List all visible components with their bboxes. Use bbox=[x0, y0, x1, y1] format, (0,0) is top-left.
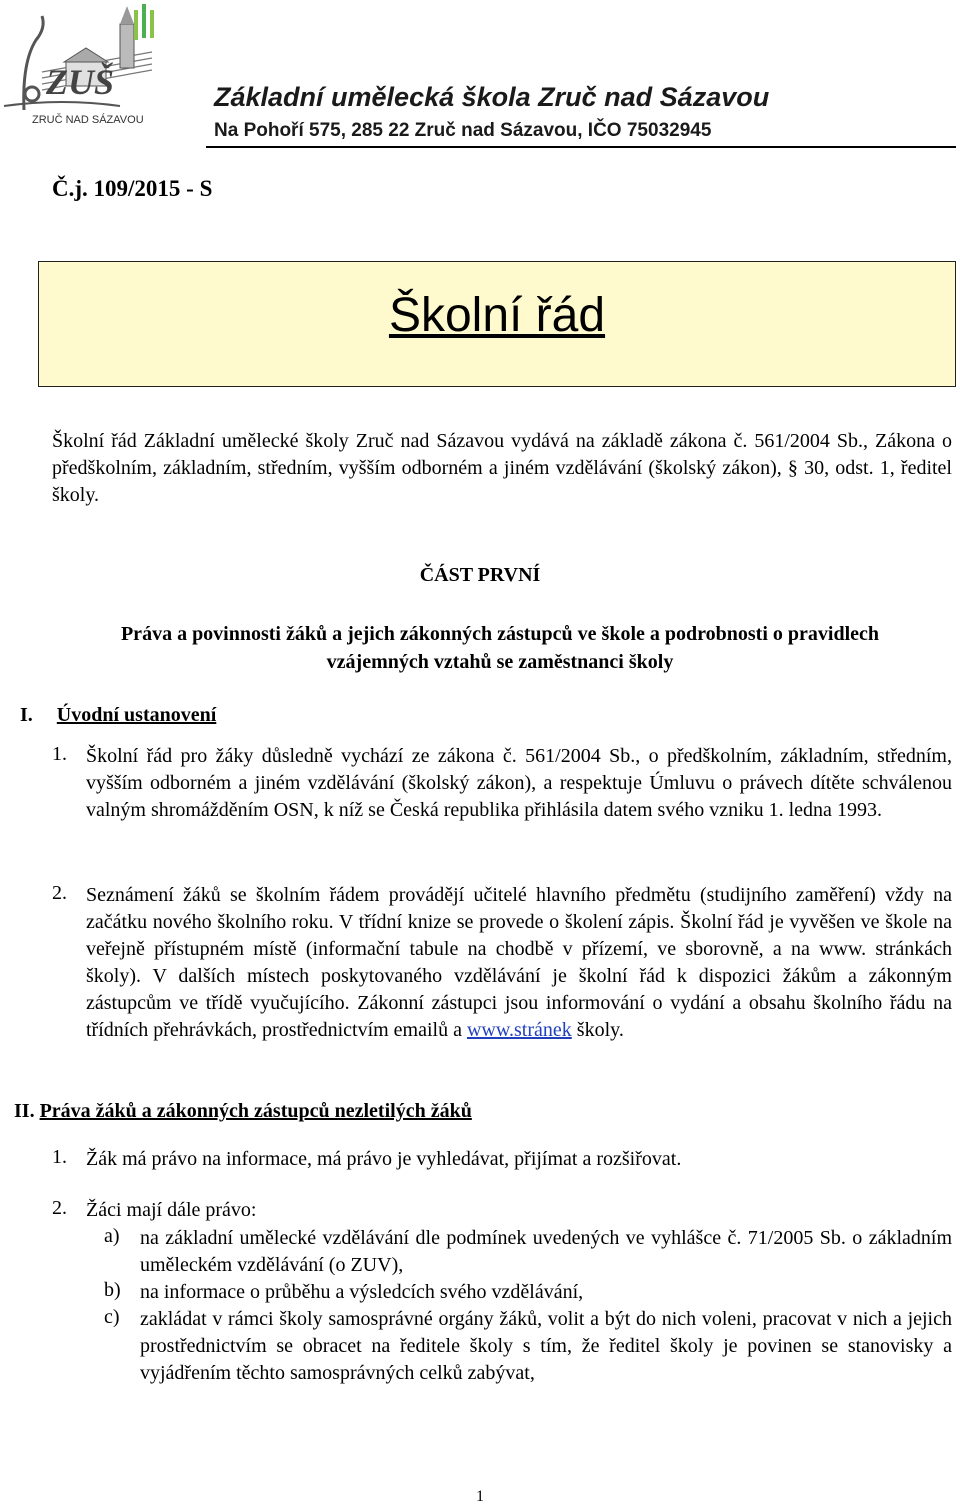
svg-text:ZRUČ NAD SÁZAVOU: ZRUČ NAD SÁZAVOU bbox=[32, 114, 144, 126]
item-number: 1. bbox=[52, 743, 67, 765]
section-title: Práva žáků a zákonných zástupců nezletilých žáků bbox=[39, 1100, 472, 1122]
section-number: I. bbox=[20, 704, 33, 726]
header-divider bbox=[206, 146, 956, 148]
svg-text:ZUŠ: ZUŠ bbox=[46, 62, 115, 102]
item-text: Školní řád pro žáky důsledně vychází ze zákona č. 561/2004 Sb., o předškolním, základním, středním, vyšším odborném a jiném vzdělávání (školský zákon), a respektuje Úmluvu o právech dítěte schválenou valným shromážděním OSN, k níž se Česká republika přihlásila datem svého vzniku 1. ledna 1993. bbox=[86, 745, 952, 821]
subitem-letter: a) bbox=[104, 1225, 120, 1247]
item-number: 2. bbox=[52, 882, 67, 904]
web-link[interactable]: www.stránek bbox=[466, 1019, 572, 1041]
section-heading-2 bbox=[14, 1100, 472, 1123]
document-title: Školní řád bbox=[388, 289, 606, 342]
title-box bbox=[38, 261, 956, 387]
subitem-text: na informace o průběhu a výsledcích svého vzdělávání, bbox=[140, 1281, 584, 1303]
section-title: Úvodní ustanovení bbox=[56, 704, 217, 726]
item-text-part: Seznámení žáků se školním řádem provádějí učitelé hlavního předmětu (studijního zaměření) vždy na začátku nového školního roku. V třídní knize se provede o školení zápis. Školní řád je vyvěšen ve škole na veřejně přístupném místě (informační tabule na chodbě v přízemí, ve sborovně, a na www. stránkách školy). V dalších místech poskytovaného vzdělávání je školní řád k dispozici žákům a zákonným zástupcům ve třídě vyučujícího. Zákonní zástupci jsou informování o vydání a obsahu školního řádu na třídních přehrávkách, prostřednictvím emailů a bbox=[86, 884, 952, 1041]
item-number: 1. bbox=[52, 1146, 67, 1168]
part-heading: ČÁST PRVNÍ bbox=[419, 564, 541, 586]
section-heading-1 bbox=[20, 704, 216, 727]
page-number: 1 bbox=[476, 1488, 484, 1505]
subitem-text: na základní umělecké vzdělávání dle podmínek uvedených ve vyhlášce č. 71/2005 Sb. o základním uměleckém vzdělávání (o ZUV), bbox=[140, 1227, 952, 1276]
item-text-part: školy. bbox=[571, 1019, 624, 1041]
subitem-text: zakládat v rámci školy samosprávné orgány žáků, volit a být do nich voleni, pracovat v nich a jejich prostřednictvím se obracet na ředitele školy s tím, že ředitel školy je povinen se stanovisky a vyjádřením těchto samosprávných celků zabývat, bbox=[140, 1308, 952, 1384]
school-address: Na Pohoří 575, 285 22 Zruč nad Sázavou, IČO 75032945 bbox=[214, 120, 712, 141]
reference-number: Č.j. 109/2015 - S bbox=[52, 176, 213, 201]
school-name: Základní umělecká škola Zruč nad Sázavou bbox=[214, 82, 770, 112]
section-number: II. bbox=[14, 1100, 35, 1122]
part-subheading: Práva a povinnosti žáků a jejich zákonných zástupců ve škole a podrobnosti o pravidlech vzájemných vztahů se zaměstnanci školy bbox=[120, 623, 880, 673]
subitem-letter: c) bbox=[104, 1306, 120, 1328]
item-number: 2. bbox=[52, 1197, 67, 1219]
school-logo bbox=[2, 2, 172, 128]
intro-paragraph: Školní řád Základní umělecké školy Zruč nad Sázavou vydává na základě zákona č. 561/2004 Sb., Zákona o předškolním, základním, středním, vyšším odborném a jiném vzdělávání (školský zákon), § 30, odst. 1, ředitel školy. bbox=[52, 430, 952, 506]
item-text: Žáci mají dále právo: bbox=[86, 1199, 257, 1221]
item-text: Žák má právo na informace, má právo je vyhledávat, přijímat a rozšiřovat. bbox=[86, 1148, 682, 1170]
subitem-letter: b) bbox=[104, 1279, 121, 1301]
logo-graphic bbox=[2, 2, 172, 128]
item-text bbox=[86, 882, 952, 1044]
